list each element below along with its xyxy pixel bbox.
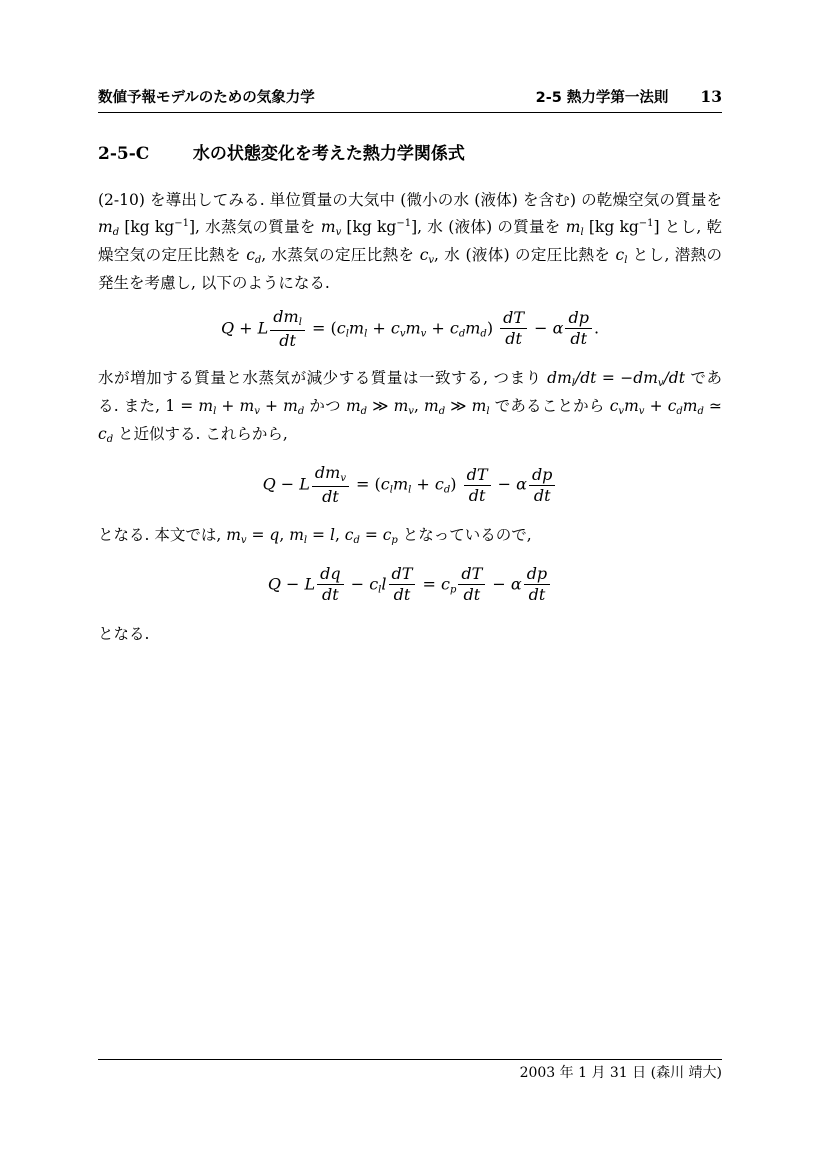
fraction: $\frac{\text{dml}}{dt}$ [270, 308, 305, 350]
equation-3: Q − L $\frac{dq}{dt}$ − cll $\frac{dT}{dt}$ = cp $\frac{dT}{dt}$ − α $\frac{dp}{dt}$ [98, 565, 722, 608]
page-header [98, 88, 722, 113]
text-column [98, 0, 722, 646]
header-section-label: 2-5 熱力学第一法則 [535, 90, 669, 106]
fraction: $\frac{dq}{dt}$ [317, 565, 343, 605]
equation-2: Q − L $\frac{\text{dmv}}{dt}$ = (clml + cd) $\frac{dT}{dt}$ − α $\frac{dp}{dt}$ [98, 464, 722, 508]
paragraph-3: となる. 本文では, mv = q, ml = l, cd = cp となっているので, [98, 525, 532, 546]
page-number: 13 [700, 87, 722, 106]
fraction: $\frac{\text{dmv}}{dt}$ [312, 464, 349, 506]
footer-date: 2003 年 1 月 31 日 (森川 靖大) [519, 1065, 722, 1081]
page-footer [98, 1059, 722, 1082]
paragraph-1: (2-10) を導出してみる. 単位質量の大気中 (微小の水 (液体) を含む) の乾燥空気の質量を md [kg $kg^{-1}$], 水蒸気の質量を mv [kg $kg^{-1}$], 水 (液体) の質量を ml [kg $kg^{-1}$] とし, 乾燥空気の定圧比熱を cd, 水蒸気の定圧比熱を cv, 水 (液体) の定圧比熱を cl とし, 潜熱の発生を考慮し, 以下のようになる. [98, 191, 723, 292]
paragraph-4: となる. [98, 625, 150, 644]
header-right-group [536, 88, 722, 107]
fraction: $\frac{dp}{dt}$ [524, 565, 550, 605]
fraction: $\frac{dT}{dt}$ [464, 466, 491, 506]
fraction: $\frac{dT}{dt}$ [500, 309, 527, 349]
paragraph-2: 水が増加する質量と水蒸気が減少する質量は一致する, つまり dml/dt = −dmv/dt である. また, 1 = ml + mv + md かつ md ≫ mv, md ≫ ml であることから cvmv + cdmd ≃ cd と近似する. これらから, [98, 369, 723, 446]
fraction: $\frac{dT}{dt}$ [389, 565, 416, 605]
section-number: 2-5-C [98, 144, 150, 164]
equation-1: Q + L $\frac{\text{dml}}{dt}$ = (clml + cvmv + cdmd) $\frac{dT}{dt}$ − α $\frac{dp}{dt}$ . [220, 307, 600, 350]
section-heading [98, 143, 722, 165]
fraction: $\frac{dp}{dt}$ [565, 309, 591, 349]
fraction: $\frac{dT}{dt}$ [458, 565, 485, 605]
section-title: 水の状態変化を考えた熱力学関係式 [192, 144, 465, 164]
fraction: $\frac{dp}{dt}$ [529, 466, 555, 506]
header-book-title: 数値予報モデルのための気象力学 [98, 90, 315, 106]
